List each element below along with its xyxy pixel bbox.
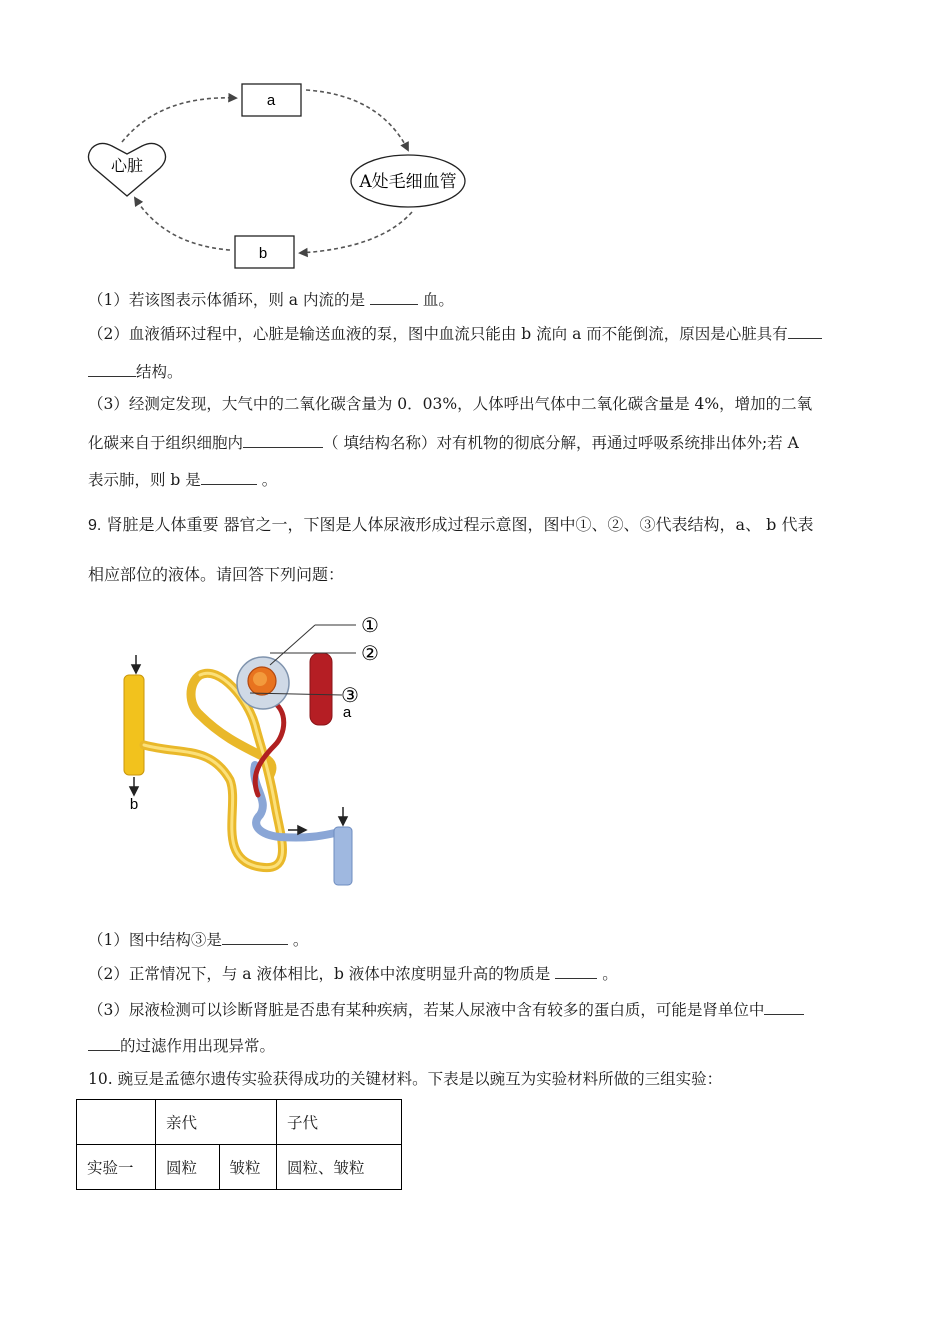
label-3: ③	[341, 683, 359, 707]
q9-title-cont	[88, 564, 344, 586]
answer-blank[interactable]	[764, 998, 804, 1015]
q9-title	[88, 514, 813, 537]
table-row	[77, 1145, 402, 1190]
table-cell-offspring: 圆粒、皱粒	[277, 1145, 402, 1190]
label-a: a	[342, 704, 352, 721]
vein-tube	[334, 827, 352, 885]
q9-subquestion-1	[88, 928, 308, 951]
table-header-cell	[77, 1100, 156, 1145]
label-1: ①	[361, 613, 379, 637]
leader-1b	[270, 625, 315, 665]
answer-blank[interactable]	[88, 360, 136, 377]
q8-s3-text: （3）经测定发现，大气中的二氧化碳含量为 0．03%，人体呼出气体中二氧化碳含量是 4%，增加的二氧	[88, 395, 813, 413]
arrow-heart-to-a	[122, 98, 236, 142]
answer-blank[interactable]	[788, 322, 822, 339]
glomerulus-core	[253, 672, 267, 686]
answer-blank[interactable]	[370, 288, 418, 305]
q9-subquestion-3	[88, 998, 804, 1021]
answer-blank[interactable]	[88, 1034, 120, 1051]
q9-number: 9.	[88, 517, 102, 534]
renal-artery	[310, 653, 332, 725]
q9-subquestion-3-cont	[88, 1034, 275, 1057]
heart-label: 心脏	[110, 156, 144, 175]
q8-s1-text: （1）若该图表示体循环，则 a 内流的是	[88, 291, 365, 309]
table-cell-parent-2: 皱粒	[219, 1145, 276, 1190]
q8-subquestion-3-cont	[88, 431, 799, 454]
q9-title-text-2: 相应部位的液体。请回答下列问题：	[88, 565, 345, 584]
circulation-diagram	[80, 70, 480, 280]
q8-s2-text: （2）血液循环过程中，心脏是输送血液的泵，图中血流只能由 b 流向 a 而不能倒流，原因是心脏具有	[88, 325, 788, 343]
table-cell-parent-1: 圆粒	[156, 1145, 220, 1190]
q8-s1-text-end: 血。	[422, 291, 454, 309]
node-a-label: a	[266, 92, 276, 109]
q10-title	[88, 1068, 722, 1090]
table-header-row	[77, 1100, 402, 1145]
q8-subquestion-1	[88, 288, 454, 311]
q9-s3-text-end: 的过滤作用出现异常。	[120, 1037, 276, 1055]
q8-subquestion-3-end	[88, 468, 277, 491]
answer-blank[interactable]	[555, 962, 597, 979]
q9-s2-period: 。	[602, 965, 618, 983]
q8-subquestion-2	[88, 322, 822, 345]
answer-blank[interactable]	[243, 431, 323, 448]
label-b: b	[129, 796, 139, 813]
table-header-offspring: 子代	[277, 1100, 402, 1145]
pea-experiment-table	[76, 1099, 402, 1190]
arrow-capillary-to-b	[300, 212, 412, 253]
collecting-duct	[124, 675, 144, 775]
q8-s2-text-end: 结构。	[136, 363, 183, 381]
capillary-label: A处毛细血管	[359, 172, 457, 192]
q9-subquestion-2	[88, 962, 618, 985]
arrow-b-to-heart	[135, 198, 230, 250]
q8-s3-text-end: （ 填结构名称）对有机物的彻底分解，再通过呼吸系统排出体外;若 A	[323, 434, 799, 452]
answer-blank[interactable]	[201, 468, 257, 485]
arrow-a-to-capillary	[306, 90, 408, 150]
table-header-parent: 亲代	[156, 1100, 277, 1145]
node-b-label: b	[258, 245, 268, 262]
q9-title-text: 肾脏是人体重要 器官之一，下图是人体尿液形成过程示意图，图中①、②、③代表结构，a、 b 代表	[106, 515, 814, 534]
q8-s3-period: 。	[261, 471, 278, 489]
nephron-diagram	[110, 605, 400, 895]
answer-blank[interactable]	[222, 928, 288, 945]
label-2: ②	[361, 641, 379, 665]
q10-title-text: 10. 豌豆是孟德尔遗传实验获得成功的关键材料。下表是以豌互为实验材料所做的三组实验：	[88, 1070, 723, 1088]
q8-s3-text-final: 表示肺，则 b 是	[88, 471, 201, 489]
q8-subquestion-2-cont	[88, 360, 183, 383]
q9-s3-text: （3）尿液检测可以诊断肾脏是否患有某种疾病，若某人尿液中含有较多的蛋白质，可能是肾单位中	[88, 1001, 765, 1019]
table-cell-experiment: 实验一	[77, 1145, 156, 1190]
q9-s1-period: 。	[292, 931, 309, 949]
q9-s2-text: （2）正常情况下，与 a 液体相比，b 液体中浓度明显升高的物质是	[88, 965, 551, 983]
q8-s3-text-mid: 化碳来自于组织细胞内	[88, 434, 244, 452]
q8-subquestion-3	[88, 393, 812, 415]
q9-s1-text: （1）图中结构③是	[88, 931, 222, 949]
